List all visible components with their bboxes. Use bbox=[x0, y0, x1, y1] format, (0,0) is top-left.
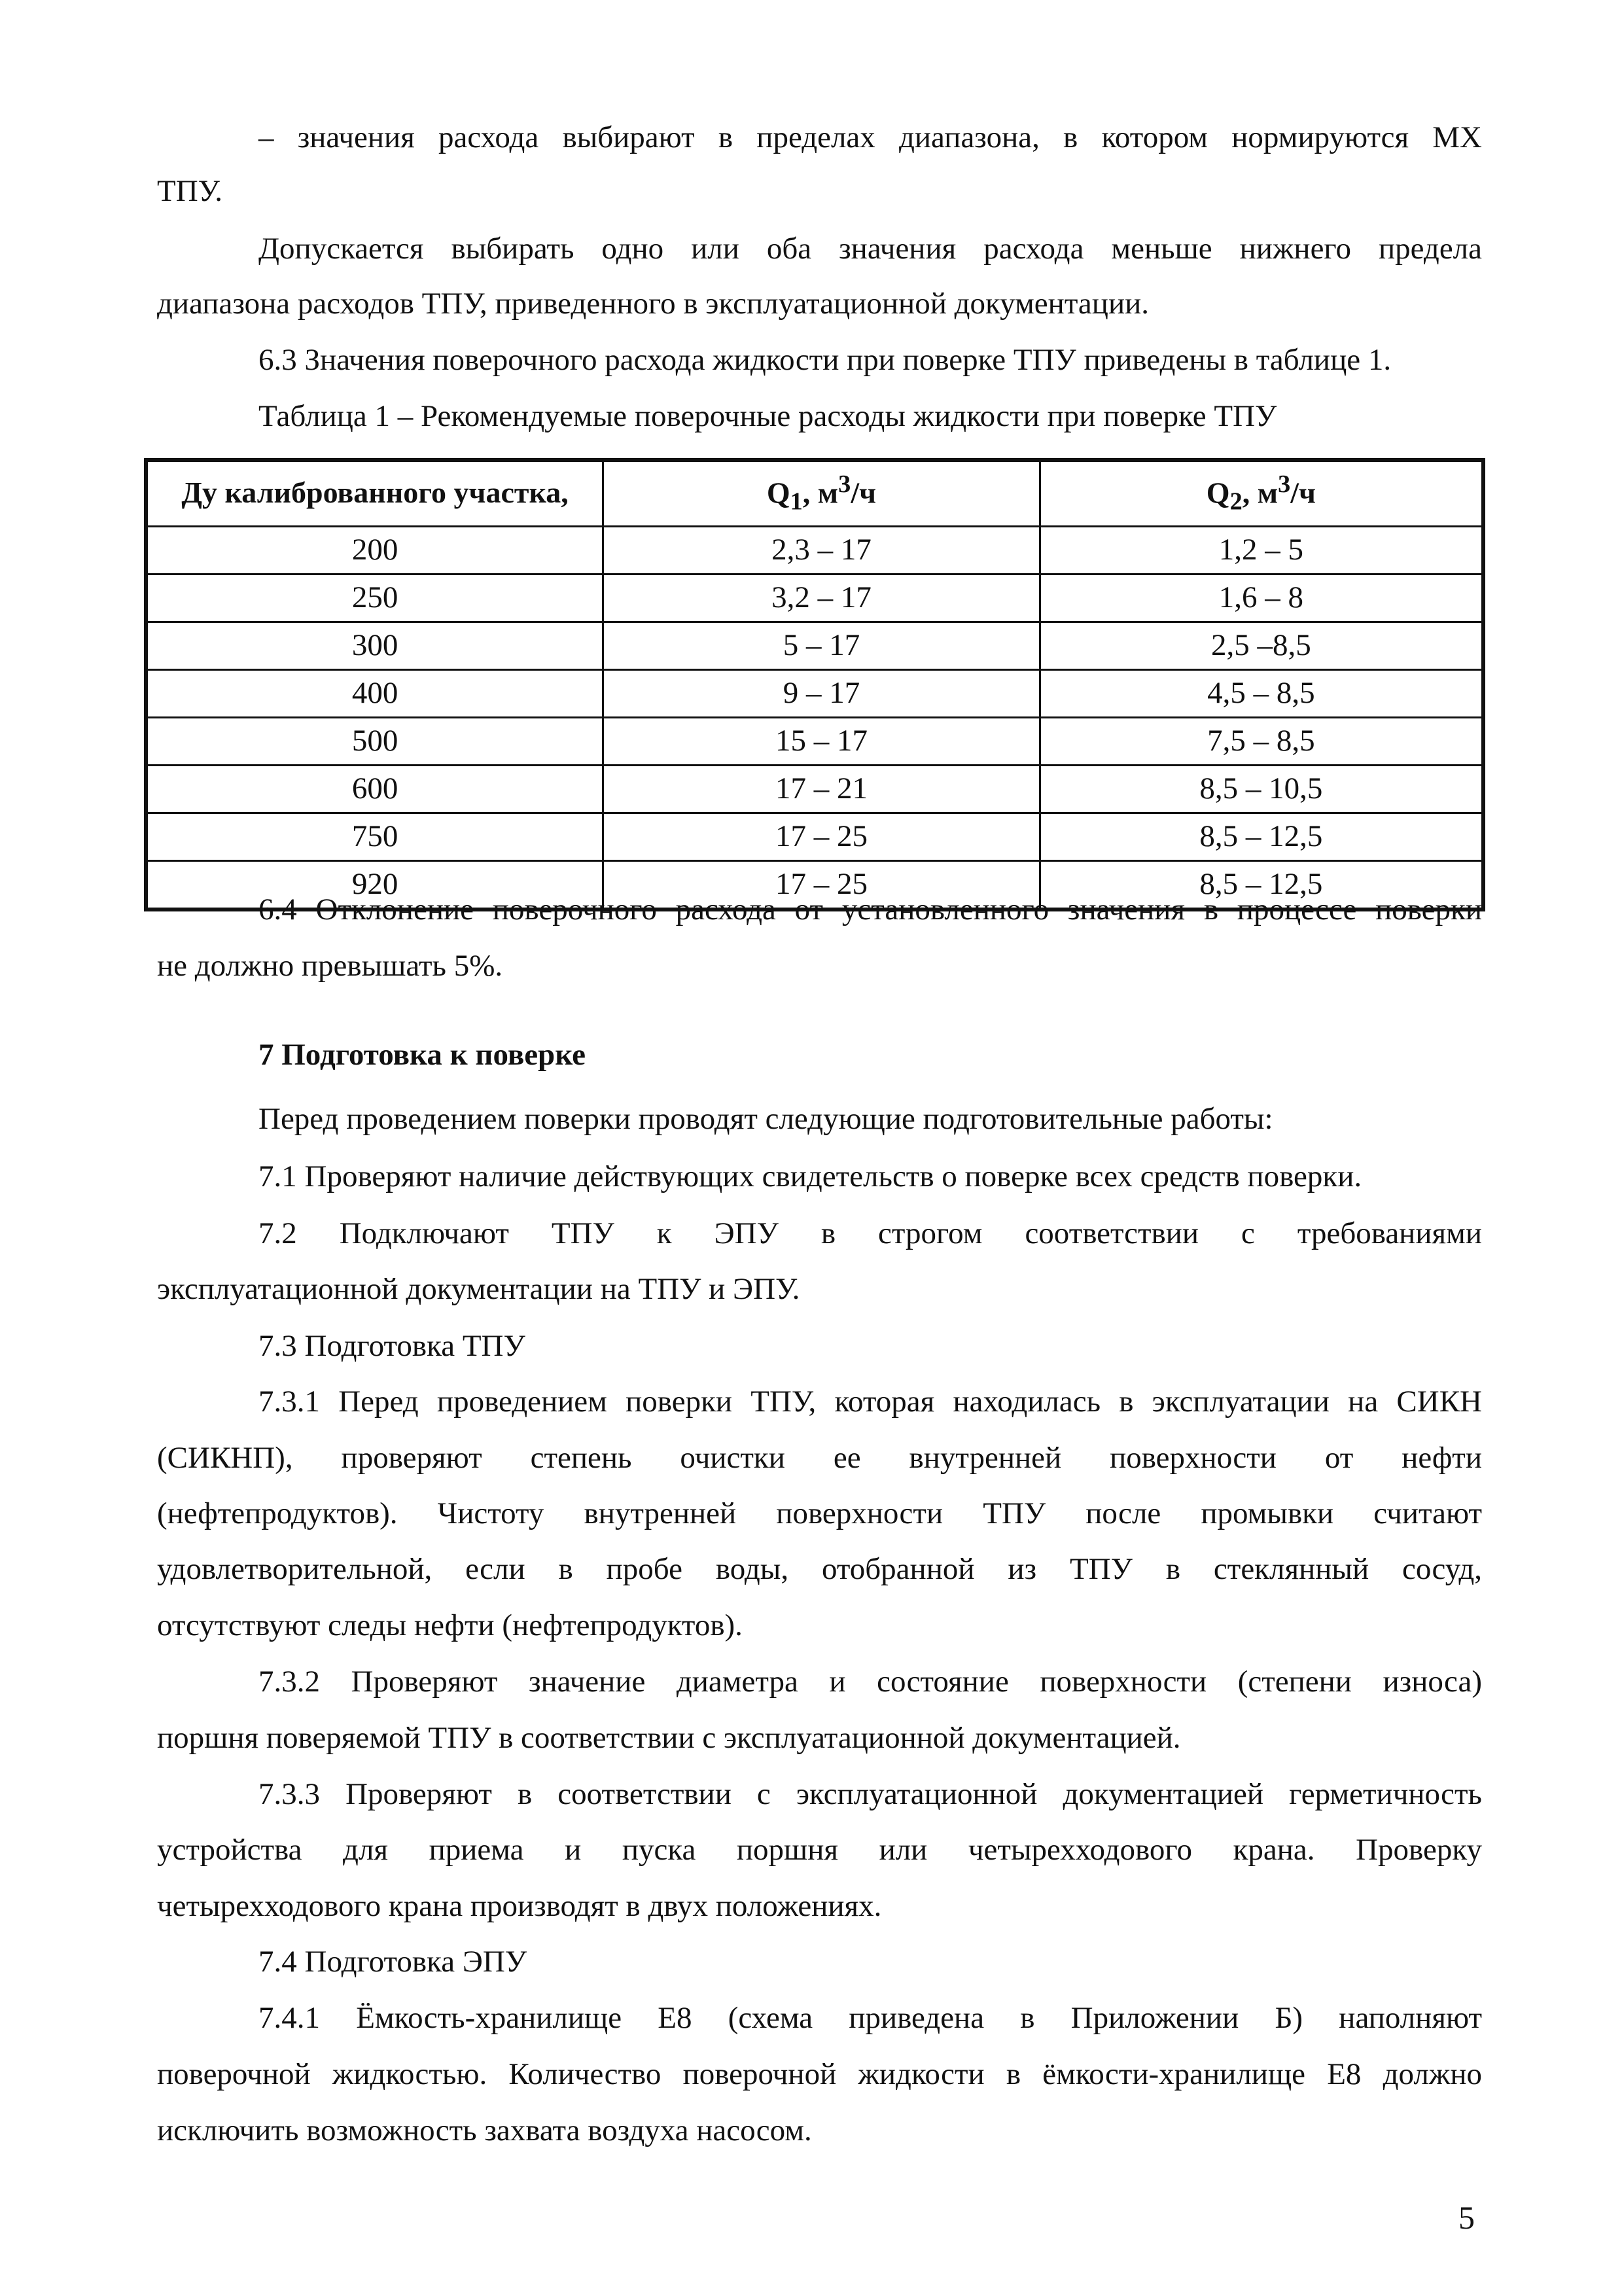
paragraph-line: поверочной жидкостью. Количество поверочной жидкости в ёмкости-хранилище Е8 должно bbox=[157, 2057, 1482, 2091]
paragraph-line: Допускается выбирать одно или оба значения расхода меньше нижнего предела bbox=[258, 232, 1482, 266]
paragraph-line: 7.4.1 Ёмкость-хранилище Е8 (схема приведена в Приложении Б) наполняют bbox=[258, 2001, 1482, 2035]
cell-du: 750 bbox=[146, 813, 603, 860]
paragraph-line: четырехходового крана производят в двух положениях. bbox=[157, 1889, 882, 1923]
paragraph-line: ТПУ. bbox=[157, 174, 223, 208]
cell-du: 920 bbox=[146, 860, 603, 910]
paragraph-line: 7.2 Подключают ТПУ к ЭПУ в строгом соответствии с требованиями bbox=[258, 1216, 1482, 1250]
paragraph-line: 7.4 Подготовка ЭПУ bbox=[258, 1945, 527, 1979]
cell-q2: 1,2 – 5 bbox=[1040, 526, 1483, 574]
paragraph-line: 7.1 Проверяют наличие действующих свидетельств о поверке всех средств поверки. bbox=[258, 1159, 1362, 1193]
paragraph-line: 7.3.2 Проверяют значение диаметра и состояние поверхности (степени износа) bbox=[258, 1665, 1482, 1699]
flow-rate-table bbox=[144, 458, 1485, 911]
cell-q1: 17 – 25 bbox=[603, 813, 1040, 860]
table-row bbox=[146, 622, 1483, 669]
cell-q2: 8,5 – 10,5 bbox=[1040, 765, 1483, 813]
cell-q1: 17 – 21 bbox=[603, 765, 1040, 813]
table-row bbox=[146, 574, 1483, 622]
header-du: Ду калиброванного участка, bbox=[146, 460, 603, 526]
paragraph-line: (СИКНП), проверяют степень очистки ее внутренней поверхности от нефти bbox=[157, 1441, 1482, 1475]
paragraph-line: удовлетворительной, если в пробе воды, отобранной из ТПУ в стеклянный сосуд, bbox=[157, 1552, 1482, 1586]
cell-q1: 5 – 17 bbox=[603, 622, 1040, 669]
paragraph-line: 6.3 Значения поверочного расхода жидкости при поверке ТПУ приведены в таблице 1. bbox=[258, 343, 1392, 377]
cell-du: 200 bbox=[146, 526, 603, 574]
page-number: 5 bbox=[1458, 2199, 1475, 2236]
paragraph-line: 7.3.1 Перед проведением поверки ТПУ, которая находилась в эксплуатации на СИКН bbox=[258, 1385, 1482, 1419]
paragraph-line: не должно превышать 5%. bbox=[157, 949, 503, 983]
cell-du: 400 bbox=[146, 669, 603, 717]
section-heading: 7 Подготовка к поверке bbox=[258, 1038, 586, 1072]
cell-q1: 17 – 25 bbox=[603, 860, 1040, 910]
cell-du: 500 bbox=[146, 717, 603, 765]
paragraph-line: Перед проведением поверки проводят следующие подготовительные работы: bbox=[258, 1102, 1273, 1136]
table-row bbox=[146, 765, 1483, 813]
cell-du: 300 bbox=[146, 622, 603, 669]
cell-du: 600 bbox=[146, 765, 603, 813]
table-row bbox=[146, 717, 1483, 765]
paragraph-line: 7.3 Подготовка ТПУ bbox=[258, 1329, 525, 1363]
cell-q1: 15 – 17 bbox=[603, 717, 1040, 765]
paragraph-line: (нефтепродуктов). Чистоту внутренней поверхности ТПУ после промывки считают bbox=[157, 1496, 1482, 1530]
paragraph-line: – значения расхода выбирают в пределах диапазона, в котором нормируются МХ bbox=[258, 120, 1482, 154]
paragraph-line: диапазона расходов ТПУ, приведенного в эксплуатационной документации. bbox=[157, 287, 1150, 321]
cell-q2: 1,6 – 8 bbox=[1040, 574, 1483, 622]
cell-q2: 8,5 – 12,5 bbox=[1040, 860, 1483, 910]
cell-q2: 4,5 – 8,5 bbox=[1040, 669, 1483, 717]
paragraph-line: эксплуатационной документации на ТПУ и ЭПУ. bbox=[157, 1272, 800, 1306]
paragraph-line: устройства для приема и пуска поршня или четырехходового крана. Проверку bbox=[157, 1833, 1482, 1867]
cell-du: 250 bbox=[146, 574, 603, 622]
cell-q1: 9 – 17 bbox=[603, 669, 1040, 717]
table-row bbox=[146, 669, 1483, 717]
paragraph-line: 6.4 Отклонение поверочного расхода от установленного значения в процессе поверки bbox=[258, 892, 1482, 927]
cell-q1: 2,3 – 17 bbox=[603, 526, 1040, 574]
table-row bbox=[146, 526, 1483, 574]
table-row bbox=[146, 813, 1483, 860]
paragraph-line: отсутствуют следы нефти (нефтепродуктов). bbox=[157, 1608, 743, 1642]
header-q2: $Q_2$, $м^3/ч$ bbox=[1040, 460, 1483, 526]
paragraph-line: 7.3.3 Проверяют в соответствии с эксплуатационной документацией герметичность bbox=[258, 1777, 1482, 1811]
paragraph-line: исключить возможность захвата воздуха насосом. bbox=[157, 2113, 812, 2147]
cell-q2: 7,5 – 8,5 bbox=[1040, 717, 1483, 765]
paragraph-line: поршня поверяемой ТПУ в соответствии с эксплуатационной документацией. bbox=[157, 1721, 1181, 1755]
cell-q1: 3,2 – 17 bbox=[603, 574, 1040, 622]
cell-q2: 2,5 –8,5 bbox=[1040, 622, 1483, 669]
table-caption: Таблица 1 – Рекомендуемые поверочные расходы жидкости при поверке ТПУ bbox=[258, 399, 1277, 433]
cell-q2: 8,5 – 12,5 bbox=[1040, 813, 1483, 860]
header-q1: $Q_1$, $м^3/ч$ bbox=[603, 460, 1040, 526]
table-header-row bbox=[146, 460, 1483, 526]
